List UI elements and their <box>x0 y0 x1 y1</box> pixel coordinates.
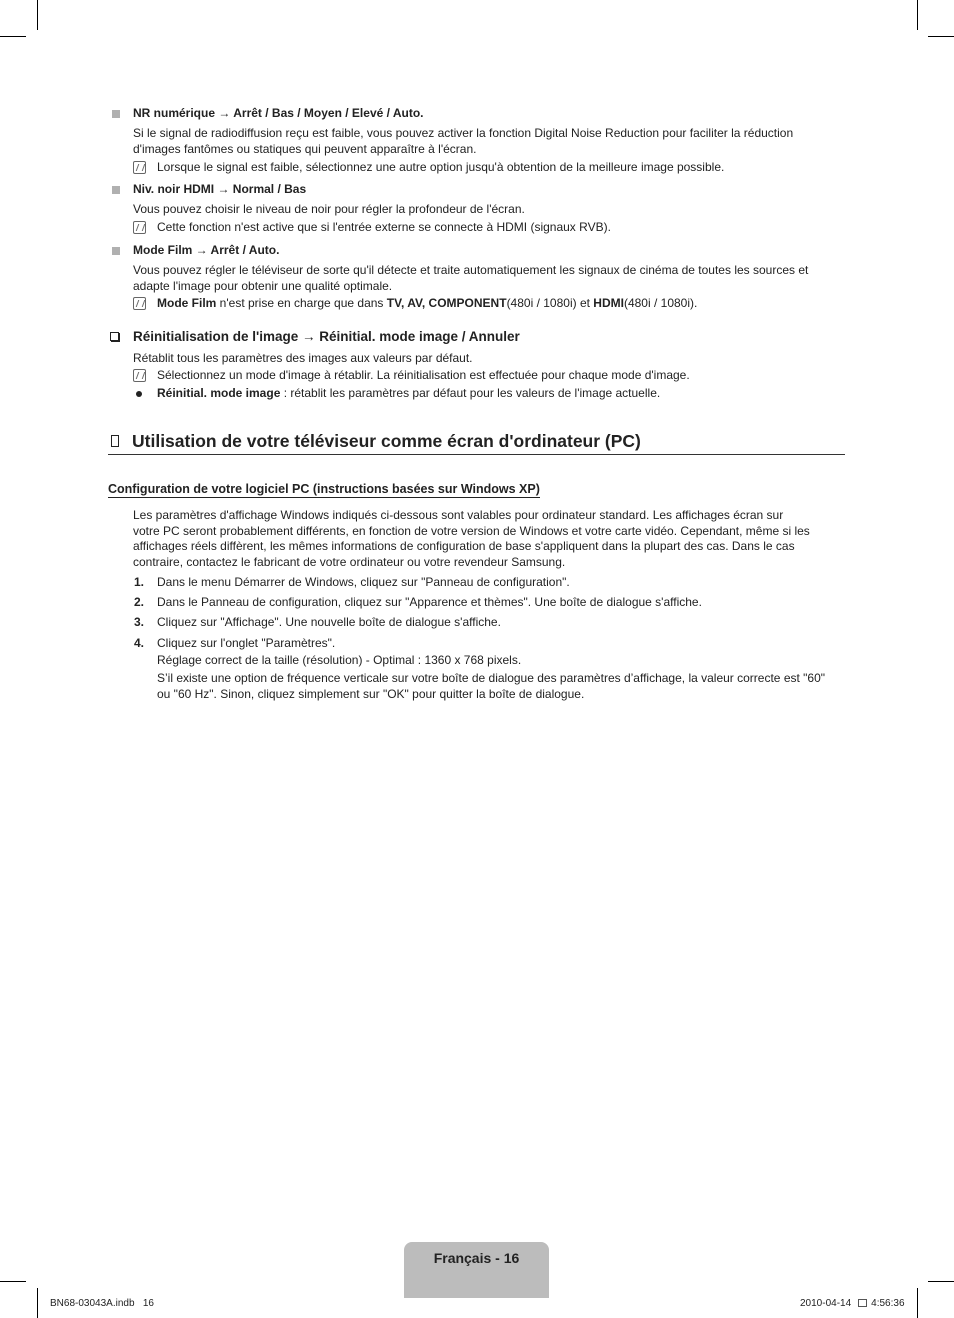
note-icon <box>133 297 146 310</box>
note-text: n'est prise en charge que dans <box>216 296 387 310</box>
step-text: Dans le Panneau de configuration, cliquez sur "Apparence et thèmes". Une boîte de dialogue s'affiche. <box>157 595 702 609</box>
note-text: (480i / 1080i) et <box>506 296 594 310</box>
bullet-bold: Réinitial. mode image <box>157 386 281 400</box>
subtitle: Configuration de votre logiciel PC (instructions basées sur Windows XP) <box>108 482 540 496</box>
nr-note: Lorsque le signal est faible, sélectionnez une autre option jusqu'à obtention de la meilleure image possible. <box>157 160 725 174</box>
hdmi-heading: Niv. noir HDMI → Normal / Bas <box>133 182 307 196</box>
nr-body: d'images fantômes ou statiques qui peuvent apparaître à l'écran. <box>133 142 477 156</box>
square-bullet-icon <box>112 110 120 118</box>
step-text: ou "60 Hz". Sinon, cliquez simplement sur "OK" pour quitter la boîte de dialogue. <box>157 687 585 701</box>
hdmi-body: Vous pouvez choisir le niveau de noir pour régler la profondeur de l'écran. <box>133 202 525 216</box>
note-bold: Mode Film <box>157 296 217 310</box>
date-text: 2010-04-14 <box>800 1298 852 1309</box>
step-number: 1. <box>134 575 145 589</box>
step-number: 2. <box>134 595 145 609</box>
section-marker-icon <box>111 435 119 447</box>
step-text: Réglage correct de la taille (résolution) - Optimal : 1360 x 768 pixels. <box>157 653 522 667</box>
crop-mark <box>0 1281 26 1282</box>
checkbox-bullet-icon <box>110 332 119 341</box>
note-icon <box>133 369 146 382</box>
nr-heading: NR numérique → Arrêt / Bas / Moyen / Elevé / Auto. <box>133 106 424 120</box>
step-number: 3. <box>134 615 145 629</box>
print-date <box>800 1298 905 1309</box>
crop-mark <box>37 0 38 30</box>
note-bold: HDMI <box>593 296 624 310</box>
crop-mark <box>0 36 26 37</box>
time-text: 4:56:36 <box>871 1298 905 1309</box>
reset-bullet <box>157 386 660 401</box>
page-title: Utilisation de votre téléviseur comme écran d'ordinateur (PC) <box>132 431 641 451</box>
intro-line: affichages réels diffèrent, les mêmes informations de configuration de base s'appliquent dans la plupart des cas. Dans le cas <box>133 539 795 553</box>
step-number: 4. <box>134 636 145 650</box>
film-heading: Mode Film → Arrêt / Auto. <box>133 243 280 257</box>
step-text: Cliquez sur l'onglet "Paramètres". <box>157 636 336 650</box>
time-prefix-icon <box>858 1299 867 1307</box>
crop-mark <box>928 1281 954 1282</box>
reset-body: Rétablit tous les paramètres des images aux valeurs par défaut. <box>133 351 473 365</box>
film-note <box>157 296 697 311</box>
reset-heading: Réinitialisation de l'image → Réinitial. mode image / Annuler <box>133 329 520 344</box>
bullet-text: : rétablit les paramètres par défaut pour les valeurs de l'image actuelle. <box>280 386 661 400</box>
crop-mark <box>917 0 918 30</box>
intro-line: votre PC seront probablement différents, en fonction de votre version de Windows et votre carte vidéo. Cependant, même si les <box>133 524 810 538</box>
note-icon <box>133 161 146 174</box>
hdmi-note: Cette fonction n'est active que si l'entrée externe se connecte à HDMI (signaux RVB). <box>157 220 611 234</box>
crop-mark <box>928 36 954 37</box>
round-bullet-icon <box>136 391 142 397</box>
note-icon <box>133 221 146 234</box>
square-bullet-icon <box>112 186 120 194</box>
page-number: Français - 16 <box>433 1250 520 1266</box>
film-body: adapte l'image pour obtenir une qualité optimale. <box>133 279 393 293</box>
nr-body: Si le signal de radiodiffusion reçu est faible, vous pouvez activer la fonction Digital Noise Reduction pour faciliter la réduction <box>133 126 794 140</box>
intro-line: contraire, contactez le fabricant de votre ordinateur ou votre revendeur Samsung. <box>133 555 566 569</box>
crop-mark <box>917 1288 918 1318</box>
crop-mark <box>37 1288 38 1318</box>
reset-note: Sélectionnez un mode d'image à rétablir. La réinitialisation est effectuée pour chaque mode d'image. <box>157 368 690 382</box>
step-text: Cliquez sur "Affichage". Une nouvelle boîte de dialogue s'affiche. <box>157 615 501 629</box>
square-bullet-icon <box>112 247 120 255</box>
title-rule <box>108 454 845 455</box>
step-text: Dans le menu Démarrer de Windows, cliquez sur "Panneau de configuration". <box>157 575 570 589</box>
note-bold: TV, AV, COMPONENT <box>386 296 507 310</box>
film-body: Vous pouvez régler le téléviseur de sorte qu'il détecte et traite automatiquement les signaux de cinéma de toutes les sources et <box>133 263 809 277</box>
note-text: (480i / 1080i). <box>623 296 698 310</box>
intro-line: Les paramètres d'affichage Windows indiqués ci-dessous sont valables pour ordinateur standard. Les affichages écran sur <box>133 508 784 522</box>
step-text: S’il existe une option de fréquence verticale sur votre boîte de dialogue des paramètres d’affichage, la valeur correcte est "60" <box>157 671 826 685</box>
file-name: BN68-03043A.indb 16 <box>50 1298 154 1309</box>
